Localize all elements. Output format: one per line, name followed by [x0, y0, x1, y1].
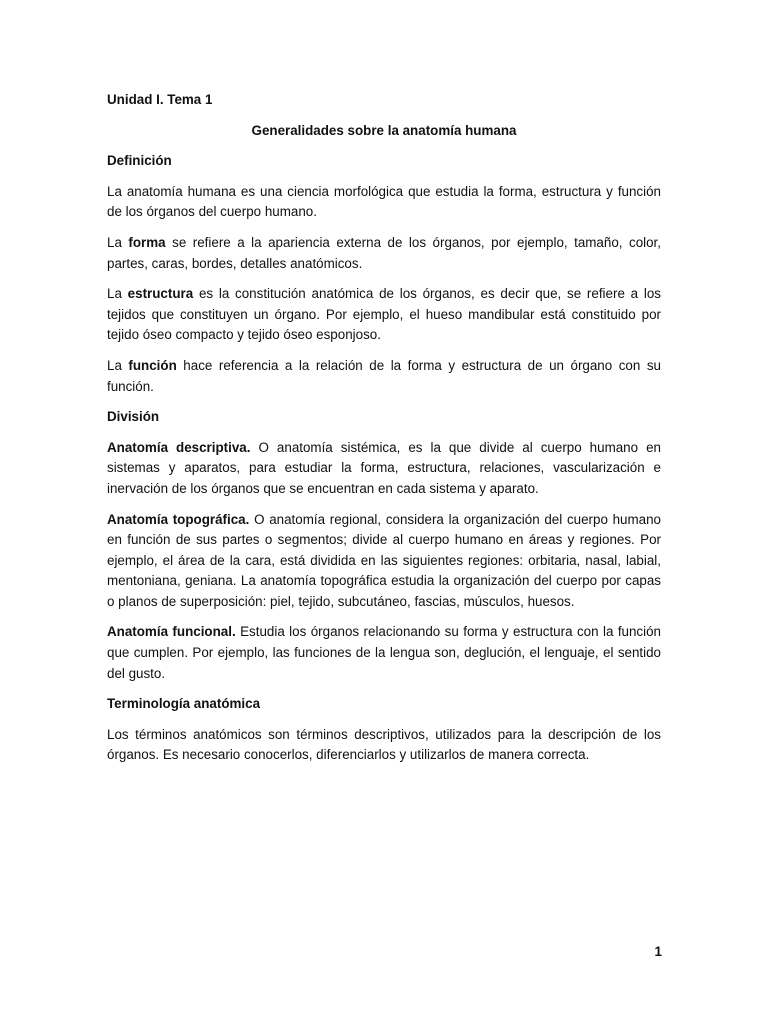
function-paragraph: [107, 356, 661, 397]
descriptive-anatomy-term: Anatomía descriptiva.: [107, 439, 251, 455]
form-description: se refiere a la apariencia externa de los órganos, por ejemplo, tamaño, color, partes, caras, bordes, detalles anatómicos.: [107, 234, 662, 271]
definition-paragraph: La anatomía humana es una ciencia morfológica que estudia la forma, estructura y función de los órganos del cuerpo humano.: [107, 183, 661, 220]
topographic-anatomy-paragraph: [107, 510, 661, 613]
structure-prefix: La: [107, 286, 128, 302]
document-title: Generalidades sobre la anatomía humana: [251, 122, 517, 138]
form-paragraph: [107, 233, 661, 274]
topographic-anatomy-description: O anatomía regional, considera la organización del cuerpo humano en función de sus partes o segmentos; divide al cuerpo humano en áreas y regiones. Por ejemplo, el área de la cara, está dividida en las siguientes regiones: orbitaria, nasal, labial, mentoniana, geniana. La anatomía topográfica estudia la organización del cuerpo por capas o planos de superposición: piel, tejido, subcutáneo, fascias, músculos, huesos.: [107, 511, 661, 609]
section-heading-definition: Definición: [107, 153, 172, 169]
functional-anatomy-paragraph: [107, 622, 661, 684]
form-term: forma: [128, 234, 166, 250]
section-heading-terminology: Terminología anatómica: [107, 696, 261, 712]
function-term: función: [128, 357, 177, 373]
descriptive-anatomy-description: O anatomía sistémica, es la que divide al cuerpo humano en sistemas y aparatos, para estudiar la forma, estructura, relaciones, vascularización e inervación de los órganos que se encuentran en cada sistema y aparato.: [107, 439, 661, 496]
section-heading-division: División: [107, 409, 160, 425]
structure-description: es la constitución anatómica de los órganos, es decir que, se refiere a los tejidos que constituyen un órgano. Por ejemplo, el hueso mandibular está constituido por tejido óseo compacto y tejido óseo esponjoso.: [107, 286, 661, 343]
topographic-anatomy-term: Anatomía topográfica.: [107, 511, 250, 527]
functional-anatomy-description: Estudia los órganos relacionando su forma y estructura con la función que cumplen. Por ejemplo, las funciones de la lengua son, deglución, el lenguaje, el sentido del gusto.: [107, 624, 661, 681]
form-prefix: La: [107, 234, 129, 250]
function-prefix: La: [107, 357, 129, 373]
descriptive-anatomy-paragraph: [107, 438, 661, 500]
terminology-paragraph: Los términos anatómicos son términos descriptivos, utilizados para la descripción de los órganos. Es necesario conocerlos, diferenciarlos y utilizarlos de manera correcta.: [107, 726, 661, 763]
structure-term: estructura: [127, 286, 194, 302]
structure-paragraph: [107, 284, 661, 346]
unit-heading: Unidad I. Tema 1: [107, 92, 213, 107]
function-description: hace referencia a la relación de la forma y estructura de un órgano con su función.: [107, 357, 661, 394]
page-number: 1: [654, 944, 662, 959]
functional-anatomy-term: Anatomía funcional.: [107, 624, 236, 640]
document-page: [107, 90, 661, 776]
